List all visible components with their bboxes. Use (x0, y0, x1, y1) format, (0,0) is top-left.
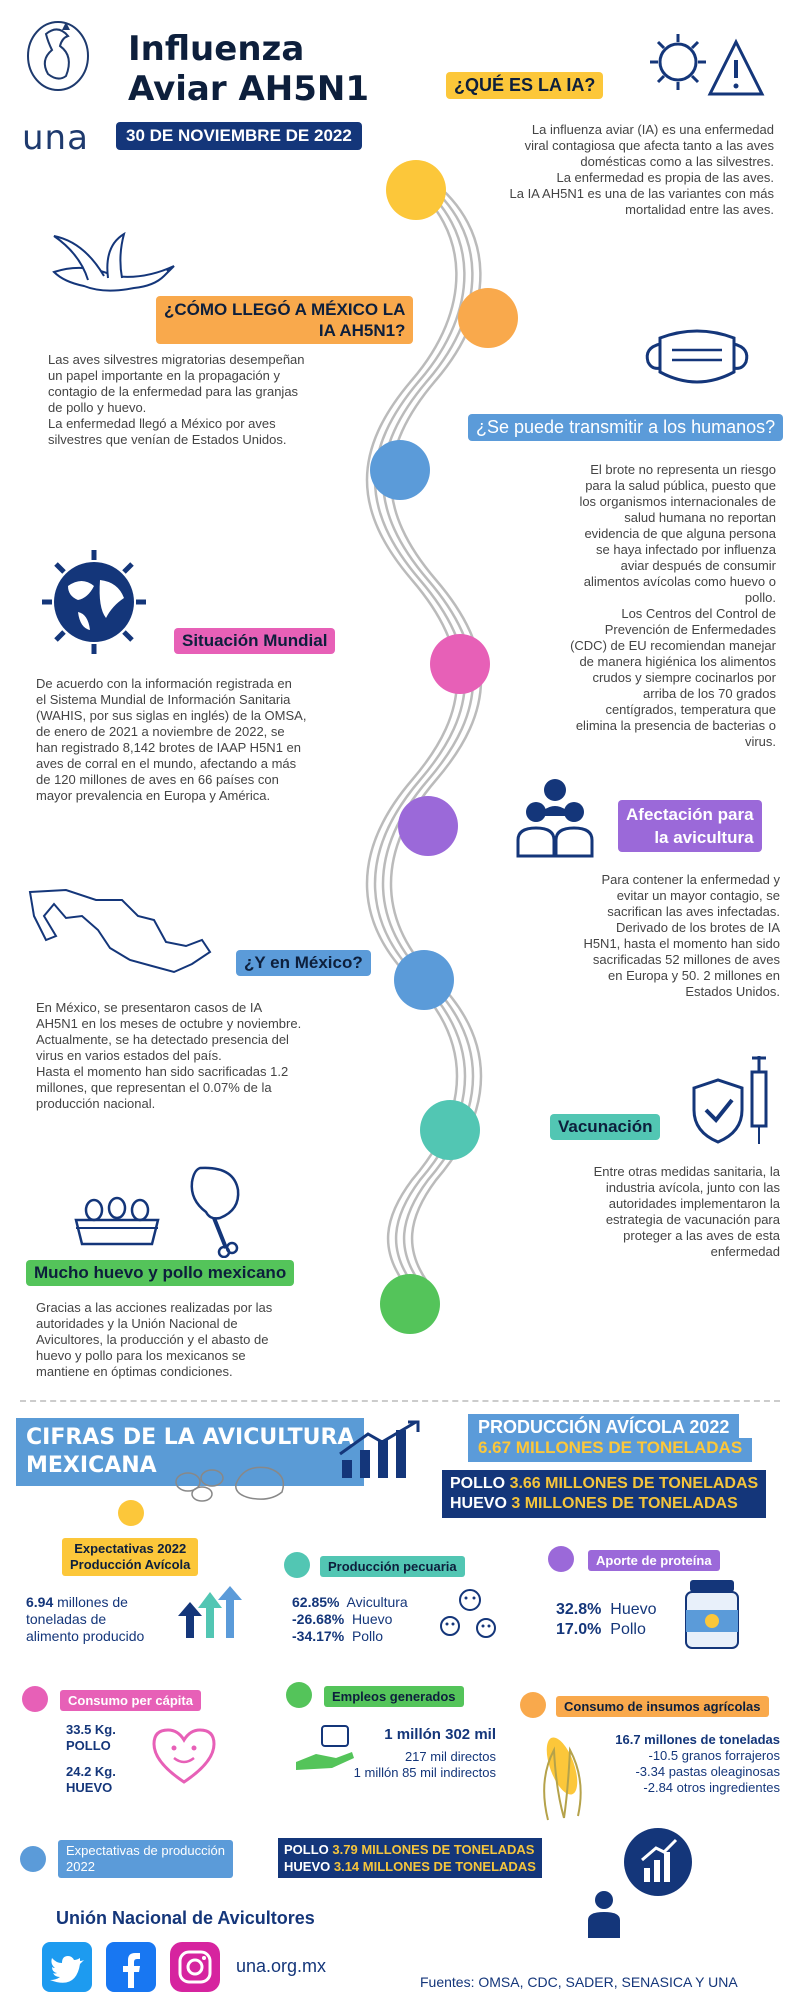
expectativas-prod-label (58, 1840, 233, 1878)
timeline-dot-orange (458, 288, 518, 348)
que-es-text (430, 122, 774, 218)
text-line: Prevención de Enfermedades (604, 622, 776, 637)
protein-jar-icon (680, 1576, 744, 1652)
stat-value: -26.68% (292, 1611, 345, 1627)
text-line: sacrifican las aves infectadas. (607, 904, 780, 919)
empleos-indirectos: 1 millón 85 mil indirectos (353, 1765, 496, 1780)
stat-value: 17.0% (556, 1621, 602, 1638)
empleos-directos: 217 mil directos (404, 1749, 496, 1764)
text-line: de 120 millones de aves en 66 países con (36, 772, 279, 787)
stat-name: Avicultura (346, 1594, 408, 1610)
text-line: Estados Unidos. (685, 984, 780, 999)
mexico-heading: ¿Y en México? (236, 950, 371, 976)
huevo-value: 3 MILLONES DE TONELADAS (511, 1495, 738, 1512)
huevo-pollo-heading: Mucho huevo y pollo mexicano (26, 1260, 294, 1286)
text-line: se haya infectado por influenza (596, 542, 776, 557)
expectativas-label (62, 1538, 198, 1576)
text-line: de enero de 2021 a noviembre de 2022, se (36, 724, 285, 739)
virus-warning-icon (644, 28, 766, 102)
person-growth-chart-icon (580, 1820, 710, 1940)
produccion-pollo (450, 1474, 758, 1494)
text-line: silvestres que venían de Estados Unidos. (48, 432, 287, 447)
insumos-total: 16.7 millones de toneladas (615, 1732, 780, 1747)
text-line: De acuerdo con la información registrada en (36, 676, 292, 691)
timeline-dot-blue (370, 440, 430, 500)
humanos-text (480, 462, 776, 750)
chicken-leg-icon (180, 1162, 250, 1258)
text-line: mortalidad entre las aves. (625, 202, 774, 217)
text-line: crudos y siempre cocinarlos por (592, 670, 776, 685)
label-line: Expectativas 2022 (74, 1541, 187, 1556)
text-line: autoridades y la Unión Nacional de (36, 1316, 238, 1331)
text-line: alimentos avícolas como huevo o (583, 574, 776, 589)
text-line: autoridades implementaron la (608, 1196, 780, 1211)
text-line: Los Centros del Control de (621, 606, 776, 621)
huevo-value: 3.14 MILLONES DE TONELADAS (333, 1859, 536, 1874)
text-line: AH5N1 en los meses de octubre y noviembre. (36, 1016, 302, 1031)
label-line: Producción Avícola (70, 1557, 191, 1572)
growth-chart-icon (338, 1420, 424, 1480)
vacunacion-text (530, 1164, 780, 1260)
text-line: Hasta el momento han sido sacrificadas 1.2 (36, 1064, 289, 1079)
section-divider (20, 1400, 780, 1402)
heading-line: ¿CÓMO LLEGÓ A MÉXICO LA (164, 300, 406, 319)
text-line: salud humana no reportan (624, 510, 776, 525)
text-line: contagio de la enfermedad para las granjas (48, 384, 299, 399)
una-logo-icon (18, 16, 100, 112)
facebook-f-icon (106, 1942, 156, 1992)
insumos-item: -3.34 pastas oleaginosas (635, 1764, 780, 1779)
pecuaria-label: Producción pecuaria (320, 1556, 465, 1577)
situacion-text (36, 676, 386, 804)
insumos-stats (560, 1732, 780, 1796)
text-line: centígrados, temperatura que (605, 702, 776, 717)
como-llego-text (48, 352, 378, 448)
egg-carton-icon (72, 1190, 162, 1250)
text-line: huevo y pollo para los mexicanos se (36, 1348, 246, 1363)
consumo-huevo-name: HUEVO (66, 1780, 113, 1795)
afectacion-heading (618, 800, 762, 852)
pollo-label: POLLO (284, 1842, 329, 1857)
empleos-label: Empleos generados (324, 1686, 464, 1707)
stat-text: alimento producido (26, 1628, 145, 1644)
una-logo-text: una (22, 118, 89, 158)
como-llego-heading (156, 296, 413, 344)
text-line: Entre otras medidas sanitaria, la (593, 1164, 780, 1179)
proteina-stats (556, 1600, 657, 1640)
text-line: de manera higiénica los alimentos (579, 654, 776, 669)
title-line: CIFRAS DE LA AVICULTURA (26, 1425, 355, 1450)
heart-face-icon (146, 1720, 222, 1786)
text-line: H5N1, hasta el momento han sido (583, 936, 780, 951)
text-line: Para contener la enfermedad y (601, 872, 780, 887)
date-badge: 30 DE NOVIEMBRE DE 2022 (116, 122, 362, 150)
text-line: Las aves silvestres migratorias desempeñan (48, 352, 305, 367)
text-line: mantiene en óptimas condiciones. (36, 1364, 233, 1379)
twitter-icon[interactable] (42, 1942, 92, 1992)
text-line: Actualmente, se ha detectado presencia del (36, 1032, 289, 1047)
people-group-icon (514, 776, 596, 858)
text-line: Avicultores, la producción y el abasto de (36, 1332, 269, 1347)
expectativas-prod-huevo (284, 1858, 536, 1875)
text-line: Gracias a las acciones realizadas por las (36, 1300, 273, 1315)
text-line: La enfermedad es propia de las aves. (556, 170, 774, 185)
stat-name: Huevo (351, 1611, 393, 1627)
consumo-pollo-value: 33.5 Kg. (66, 1722, 116, 1737)
instagram-camera-icon (170, 1942, 220, 1992)
text-line: millones, que representan el 0.07% de la (36, 1080, 272, 1095)
expectativas-prod-breakdown (278, 1838, 542, 1878)
text-line: elimina la presencia de bacterias o (575, 718, 776, 733)
footer-org: Unión Nacional de Avicultores (56, 1908, 315, 1928)
situacion-heading: Situación Mundial (174, 628, 335, 654)
timeline-dot-purple (398, 796, 458, 856)
consumo-dot (22, 1686, 48, 1712)
pollo-value: 3.79 MILLONES DE TONELADAS (332, 1842, 535, 1857)
consumo-stats (66, 1722, 116, 1796)
eggs-chicken-sketch-icon (172, 1454, 292, 1504)
title-line: MEXICANA (26, 1453, 157, 1478)
stat-text: toneladas de (26, 1611, 107, 1627)
text-line: aves de corral en el mundo, afectando a más (36, 756, 297, 771)
produccion-title: PRODUCCIÓN AVÍCOLA 2022 (468, 1414, 739, 1438)
text-line: virus. (744, 734, 776, 749)
vacunacion-heading: Vacunación (550, 1114, 660, 1140)
face-mask-icon (640, 322, 754, 394)
stat-name: Pollo (610, 1621, 646, 1638)
label-line: 2022 (66, 1859, 95, 1874)
text-line: sacrificadas 52 millones de aves (592, 952, 780, 967)
text-line: En México, se presentaron casos de IA (36, 1000, 263, 1015)
heading-line: IA AH5N1? (318, 321, 406, 340)
heading-line: la avicultura (654, 828, 754, 847)
text-line: El brote no representa un riesgo (590, 462, 776, 477)
huevo-label: HUEVO (450, 1495, 507, 1512)
text-line: Derivado de los brotes de IA (615, 920, 780, 935)
insumos-item: -10.5 granos forrajeros (648, 1748, 780, 1763)
mexico-map-icon (26, 886, 216, 978)
humanos-heading: ¿Se puede transmitir a los humanos? (468, 414, 783, 441)
produccion-total: 6.67 MILLONES DE TONELADAS (468, 1438, 752, 1462)
text-line: evitar un mayor contagio, se (616, 888, 780, 903)
afectacion-text (540, 872, 780, 1000)
proteina-dot (548, 1546, 574, 1572)
stat-value: -34.17% (292, 1628, 345, 1644)
produccion-breakdown (442, 1470, 766, 1518)
stat-name: Huevo (610, 1601, 657, 1618)
timeline-dot-teal (420, 1100, 480, 1160)
shield-syringe-icon (686, 1052, 780, 1148)
pecuaria-dot (284, 1552, 310, 1578)
facebook-icon[interactable] (106, 1942, 156, 1992)
expectativas-prod-dot (20, 1846, 46, 1872)
text-line: enfermedad (710, 1244, 780, 1259)
text-line: el Sistema Mundial de Información Sanitaria (36, 692, 291, 707)
timeline-dot-blue2 (394, 950, 454, 1010)
expectativas-value: 6.94 (26, 1594, 54, 1610)
consumo-label: Consumo per cápita (60, 1690, 201, 1711)
text-line: (CDC) de EU recomiendan manejar (570, 638, 776, 653)
text-line: aviar después de consumir (620, 558, 776, 573)
instagram-icon[interactable] (170, 1942, 220, 1992)
stat-text: millones de (57, 1594, 128, 1610)
label-line: Expectativas de producción (66, 1843, 225, 1858)
page-title-line1: Influenza (128, 29, 305, 69)
text-line: mayor prevalencia en Europa y América. (36, 788, 271, 803)
consumo-pollo-name: POLLO (66, 1738, 111, 1753)
expectativas-dot (118, 1500, 144, 1526)
text-line: arriba de los 70 grados (643, 686, 776, 701)
text-line: los organismos internacionales de (579, 494, 776, 509)
pollo-label: POLLO (450, 1475, 506, 1492)
huevo-label: HUEVO (284, 1859, 331, 1874)
expectativas-prod-pollo (284, 1841, 536, 1858)
text-line: producción nacional. (36, 1096, 156, 1111)
sources-text: Fuentes: OMSA, CDC, SADER, SENASICA Y UNA (420, 1974, 738, 1990)
page-title-line2: Aviar AH5N1 (128, 69, 370, 109)
produccion-huevo (450, 1494, 758, 1514)
twitter-bird-icon (42, 1942, 92, 1992)
pecuaria-stats (292, 1594, 408, 1645)
text-line: virus en varios estados del país. (36, 1048, 222, 1063)
expectativas-stat (26, 1594, 176, 1645)
huevo-pollo-text (36, 1300, 376, 1380)
text-line: proteger a las aves de esta (623, 1228, 780, 1243)
text-line: industria avícola, junto con las (605, 1180, 780, 1195)
text-line: pollo. (744, 590, 776, 605)
empleos-dot (286, 1682, 312, 1708)
stat-value: 32.8% (556, 1601, 602, 1618)
consumo-huevo-value: 24.2 Kg. (66, 1764, 116, 1779)
proteina-label: Aporte de proteína (588, 1550, 720, 1571)
text-line: para la salud pública, puesto que (585, 478, 776, 493)
insumos-label: Consumo de insumos agrícolas (556, 1696, 769, 1717)
website-link[interactable]: una.org.mx (236, 1956, 327, 1976)
text-line: un papel importante en la propagación y (48, 368, 280, 383)
text-line: viral contagiosa que afecta tanto a las aves (524, 138, 774, 153)
farm-animals-icon (436, 1586, 502, 1644)
mexico-text (36, 1000, 386, 1112)
text-line: La influenza aviar (IA) es una enfermedad (531, 122, 774, 137)
text-line: de pollo y huevo. (48, 400, 147, 415)
stat-value: 62.85% (292, 1594, 340, 1610)
text-line: domésticas como a las silvestres. (580, 154, 774, 169)
timeline-dot-green (380, 1274, 440, 1334)
text-line: en Europa y 50. 2 millones en (608, 968, 780, 983)
text-line: (WAHIS, por sus siglas en inglés) de la OMSA, (36, 708, 307, 723)
text-line: estrategia de vacunación para (605, 1212, 780, 1227)
pollo-value: 3.66 MILLONES DE TONELADAS (509, 1475, 759, 1492)
empleos-stats (300, 1726, 496, 1781)
text-line: La IA AH5N1 es una de las variantes con más (509, 186, 774, 201)
stat-name: Pollo (351, 1628, 384, 1644)
insumos-item: -2.84 otros ingredientes (643, 1780, 780, 1795)
que-es-heading: ¿QUÉ ES LA IA? (446, 72, 603, 99)
up-arrows-icon (176, 1586, 242, 1640)
insumos-dot (520, 1692, 546, 1718)
text-line: evidencia de que alguna persona (584, 526, 776, 541)
heading-line: Afectación para (626, 805, 754, 824)
globe-virus-icon (38, 546, 150, 658)
text-line: han registrado 8,142 brotes de IAAP H5N1 en (36, 740, 301, 755)
text-line: La enfermedad llegó a México por aves (48, 416, 276, 431)
empleos-total: 1 millón 302 mil (384, 1726, 496, 1743)
